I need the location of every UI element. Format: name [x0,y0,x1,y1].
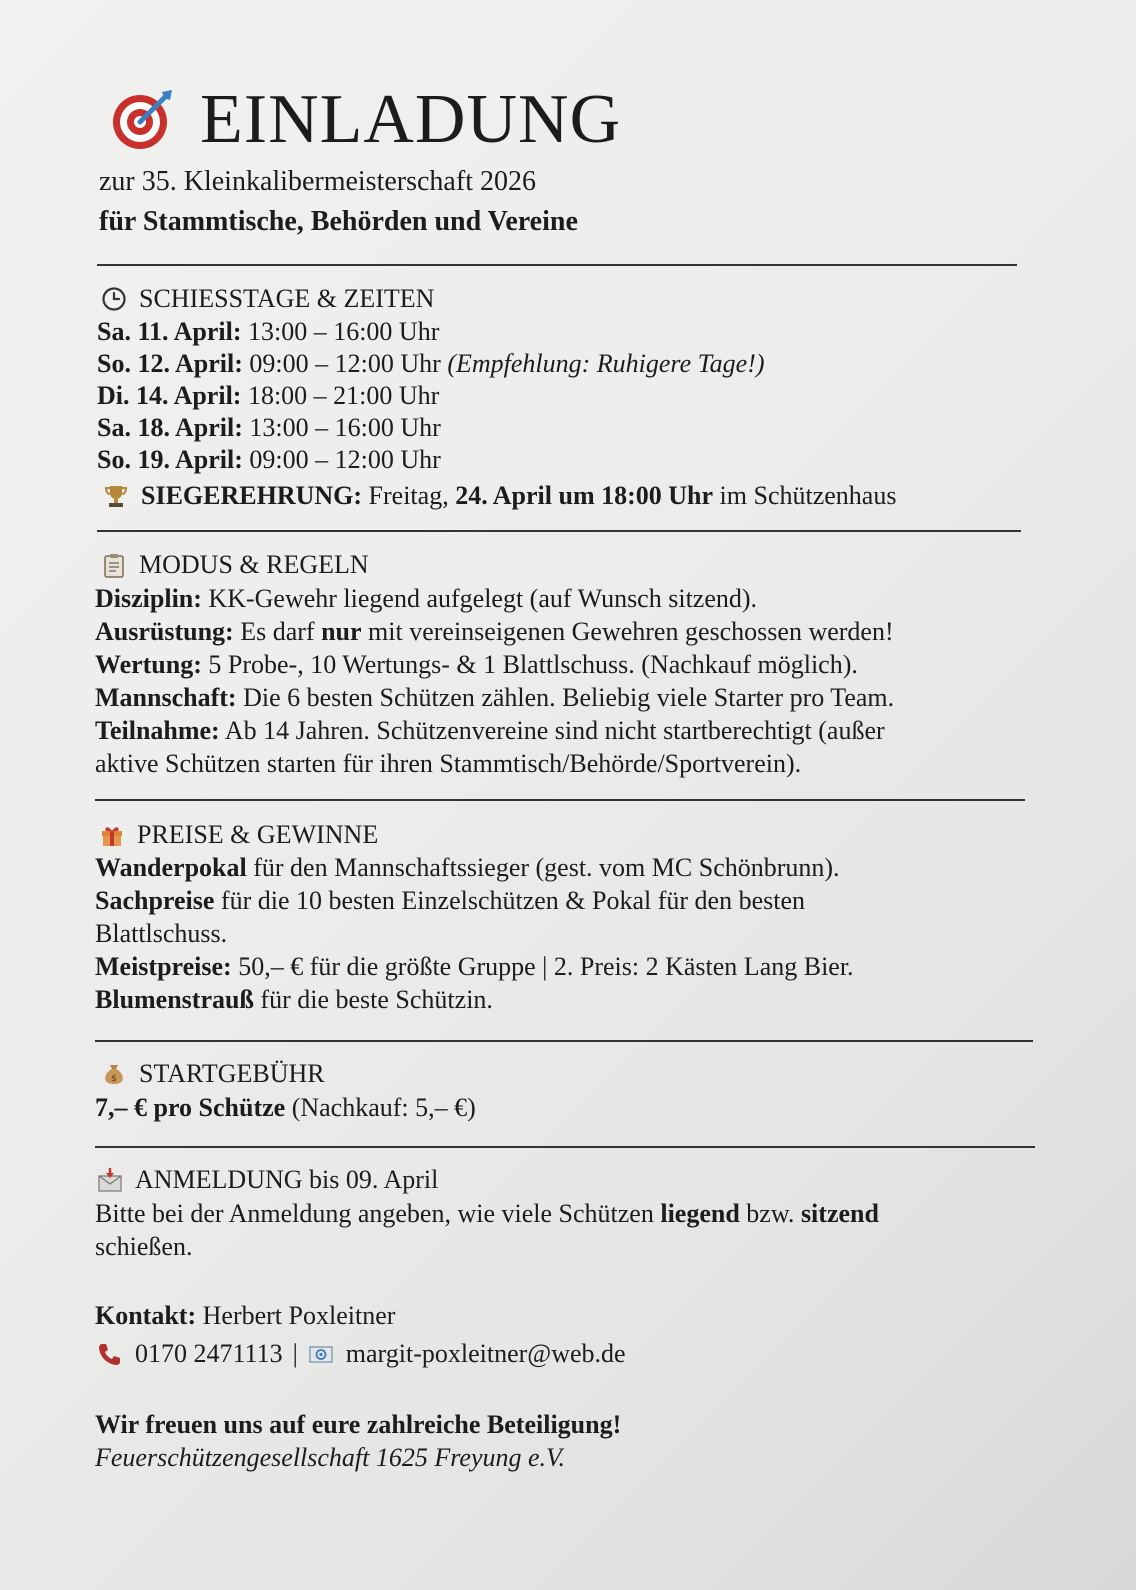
divider [97,264,1017,266]
ceremony-label: SIEGEREHRUNG: [141,481,363,510]
schedule-time: 18:00 – 21:00 Uhr [247,381,440,410]
prize-wanderpokal: Wanderpokal für den Mannschaftssieger (gest. vom MC Schönbrunn). [95,853,840,882]
schedule-time: 13:00 – 16:00 Uhr [249,413,441,442]
subtitle: zur 35. Kleinkalibermeisterschaft 2026 [99,166,536,197]
rule-teilnahme-cont: aktive Schützen starten für ihren Stammtisch/Behörde/Sportverein). [95,749,802,778]
registration-text: Bitte bei der Anmeldung angeben, wie viele Schützen liegend bzw. sitzend [95,1199,879,1228]
ceremony-date: 24. April um 18:00 Uhr [455,481,714,510]
divider [95,1040,1033,1042]
header [110,80,621,160]
rule-teilnahme: Teilnahme: Ab 14 Jahren. Schützenvereine sind nicht startberechtigt (außer [95,716,885,745]
svg-text:$: $ [111,1074,117,1084]
contact-line: Kontakt: Herbert Poxleitner [95,1301,396,1330]
prize-meistpreise: Meistpreise: 50,– € für die größte Gruppe | 2. Preis: 2 Kästen Lang Bier. [95,952,854,981]
schedule-day: So. 19. April: [97,445,243,474]
schedule-note: (Empfehlung: Ruhigere Tage!) [447,349,765,378]
clock-icon [101,286,127,312]
email-address[interactable]: margit-poxleitner@web.de [345,1339,626,1368]
fee-heading: $ STARTGEBÜHR [101,1058,325,1090]
contact-details [97,1338,626,1370]
schedule-row [97,316,439,348]
fee-amount: 7,– € pro Schütze (Nachkauf: 5,– €) [95,1093,476,1122]
divider [95,799,1025,801]
target-dart-icon [110,88,174,152]
schedule-row [97,412,441,444]
registration-heading: ANMELDUNG bis 09. April [97,1164,438,1196]
divider [97,530,1021,532]
closing-line: Wir freuen uns auf eure zahlreiche Beteiligung! [95,1410,622,1439]
schedule-day: Sa. 18. April: [97,413,243,442]
divider [95,1146,1035,1148]
schedule-time: 09:00 – 12:00 Uhr [249,349,441,378]
schedule-row [97,380,439,412]
schedule-day: Sa. 11. April: [97,317,242,346]
phone-number[interactable]: 0170 2471113 [135,1339,283,1368]
prize-blumenstrauss: Blumenstrauß für die beste Schützin. [95,985,493,1014]
phone-icon [97,1341,123,1367]
schedule-row [97,348,765,380]
money-bag-icon [101,1061,127,1087]
schedule-row [97,444,441,476]
rules-heading: MODUS & REGELN [101,549,369,581]
registration-text-cont: schießen. [95,1232,193,1261]
separator: | [292,1339,298,1368]
audience: für Stammtische, Behörden und Vereine [99,206,578,237]
contact-name: Herbert Poxleitner [202,1301,396,1330]
envelope-arrow-icon [97,1167,123,1193]
schedule-heading: SCHIESSTAGE & ZEITEN [101,283,434,315]
club-name: Feuerschützengesellschaft 1625 Freyung e.V. [95,1443,566,1472]
email-icon [308,1341,334,1367]
schedule-day: So. 12. April: [97,349,243,378]
ceremony-line: SIEGEREHRUNG: Freitag, 24. April um 18:00 Uhr im Schützenhaus [103,480,896,512]
page-title: EINLADUNG [200,81,622,158]
gift-icon [99,822,125,848]
rule-mannschaft: Mannschaft: Die 6 besten Schützen zählen. Beliebig viele Starter pro Team. [95,683,895,712]
clipboard-icon [101,552,127,578]
rule-ausruestung: Ausrüstung: Es darf nur mit vereinseigenen Gewehren geschossen werden! [95,617,894,646]
schedule-day: Di. 14. April: [97,381,242,410]
trophy-icon [103,483,129,509]
prizes-heading: PREISE & GEWINNE [99,819,378,851]
prize-sachpreise-cont: Blattlschuss. [95,919,228,948]
rule-disziplin: Disziplin: KK-Gewehr liegend aufgelegt (auf Wunsch sitzend). [95,584,758,613]
schedule-time: 13:00 – 16:00 Uhr [247,317,440,346]
rule-wertung: Wertung: 5 Probe-, 10 Wertungs- & 1 Blattlschuss. (Nachkauf möglich). [95,650,858,679]
prize-sachpreise: Sachpreise für die 10 besten Einzelschützen & Pokal für den besten [95,886,806,915]
schedule-time: 09:00 – 12:00 Uhr [249,445,441,474]
